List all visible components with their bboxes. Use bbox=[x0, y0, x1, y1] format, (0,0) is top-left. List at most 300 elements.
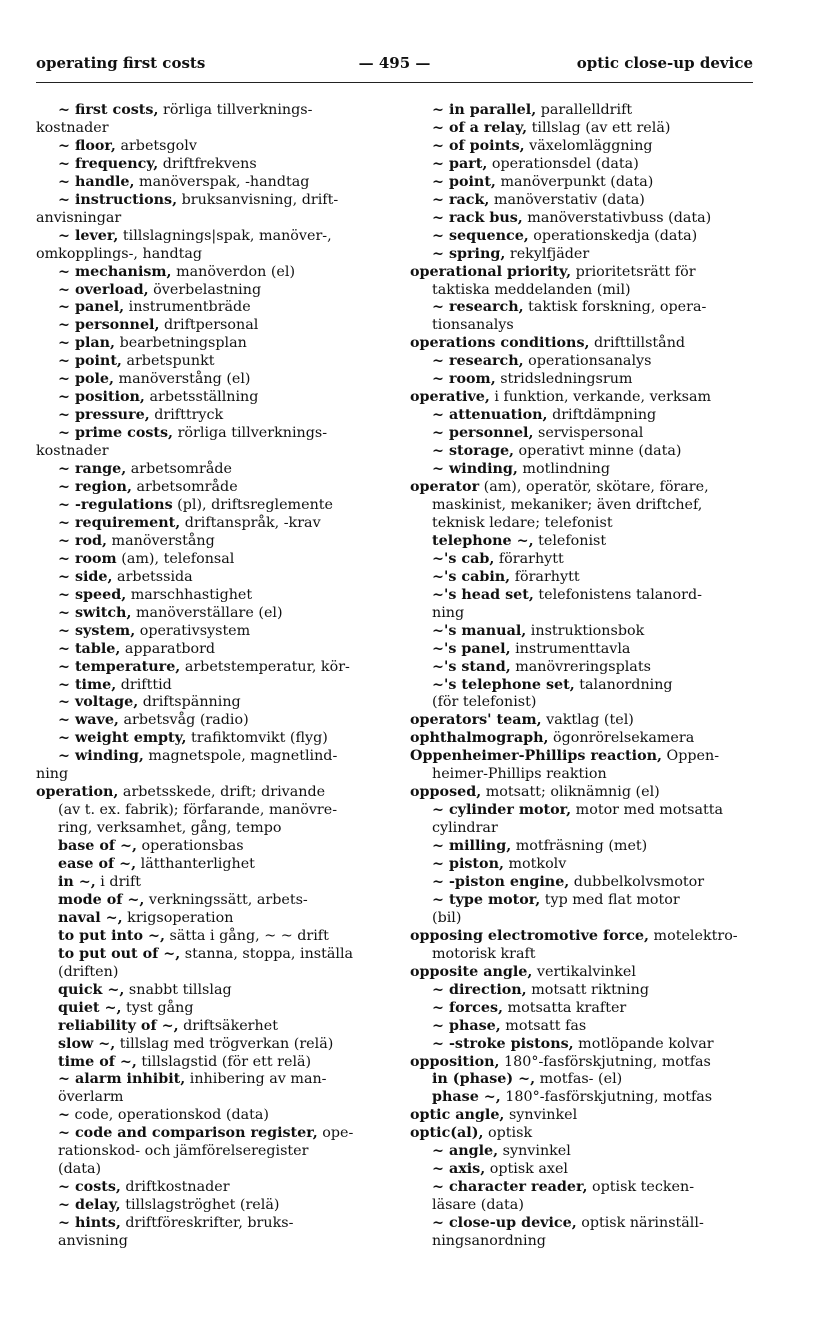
entry-translation: motsatt fas bbox=[500, 1017, 587, 1034]
entry-translation: motlöpande kolvar bbox=[573, 1035, 714, 1052]
entry-translation: tillslagströghet (relä) bbox=[120, 1197, 280, 1214]
entry-translation: kostnader bbox=[36, 119, 109, 136]
dictionary-line bbox=[36, 784, 396, 802]
dictionary-line bbox=[36, 479, 396, 497]
entry-translation: i drift bbox=[95, 873, 142, 890]
entry-headword: ~ code and comparison register, bbox=[58, 1125, 318, 1142]
dictionary-line bbox=[36, 120, 396, 138]
entry-headword: ~ personnel, bbox=[58, 317, 160, 334]
entry-headword: telephone ~, bbox=[432, 532, 534, 549]
entry-translation: (am), telefonsal bbox=[116, 550, 235, 567]
entry-headword: ~'s manual, bbox=[432, 622, 527, 639]
entry-translation: magnetspole, magnetlind- bbox=[143, 748, 338, 765]
entry-headword: ~ alarm inhibit, bbox=[58, 1071, 186, 1088]
entry-translation: drifttid bbox=[116, 676, 172, 693]
entry-headword: ~ phase, bbox=[432, 1017, 501, 1034]
entry-translation: arbetspunkt bbox=[121, 353, 215, 370]
dictionary-line bbox=[410, 353, 765, 371]
dictionary-line bbox=[36, 1179, 396, 1197]
dictionary-line bbox=[36, 982, 396, 1000]
entry-translation: manöverstativbuss (data) bbox=[522, 209, 712, 226]
entry-translation: motlindning bbox=[517, 461, 610, 478]
dictionary-line bbox=[410, 587, 765, 605]
dictionary-line bbox=[410, 766, 765, 784]
dictionary-line bbox=[36, 335, 396, 353]
dictionary-line bbox=[410, 551, 765, 569]
dictionary-line bbox=[36, 210, 396, 228]
dictionary-line bbox=[36, 1161, 396, 1179]
dictionary-line bbox=[410, 156, 765, 174]
entry-translation: tillslag (av ett relä) bbox=[527, 119, 671, 136]
entry-translation: överlarm bbox=[58, 1089, 124, 1106]
entry-translation: arbetstemperatur, kör- bbox=[180, 658, 350, 675]
dictionary-line bbox=[410, 928, 765, 946]
dictionary-line bbox=[410, 641, 765, 659]
entry-headword: ~ point, bbox=[432, 173, 496, 190]
entry-translation: förarhytt bbox=[510, 568, 580, 585]
dictionary-line bbox=[410, 192, 765, 210]
dictionary-line bbox=[410, 910, 765, 928]
entry-translation: teknisk ledare; telefonist bbox=[432, 514, 613, 531]
entry-translation: motkolv bbox=[503, 856, 567, 873]
entry-headword: ophthalmograph, bbox=[410, 730, 549, 747]
entry-translation: vertikalvinkel bbox=[532, 963, 636, 980]
entry-translation: (bil) bbox=[432, 909, 462, 926]
dictionary-line bbox=[410, 1161, 765, 1179]
dictionary-line bbox=[36, 694, 396, 712]
entry-headword: operation, bbox=[36, 784, 119, 801]
entry-translation: ning bbox=[432, 604, 465, 621]
dictionary-line bbox=[36, 461, 396, 479]
dictionary-line bbox=[410, 264, 765, 282]
dictionary-line bbox=[36, 838, 396, 856]
dictionary-line bbox=[410, 282, 765, 300]
dictionary-line bbox=[36, 138, 396, 156]
entry-headword: ~ requirement, bbox=[58, 514, 181, 531]
entry-translation: stridsledningsrum bbox=[495, 371, 633, 388]
entry-translation: driftfrekvens bbox=[158, 155, 257, 172]
dictionary-line bbox=[36, 1036, 396, 1054]
entry-headword: ~ region, bbox=[58, 479, 132, 496]
entry-headword: base of ~, bbox=[58, 838, 138, 855]
entry-translation: anvisning bbox=[58, 1233, 128, 1250]
entry-headword: ~ in parallel, bbox=[432, 102, 537, 118]
entry-translation: motsatta krafter bbox=[503, 999, 627, 1016]
entry-translation: arbetsställning bbox=[144, 389, 259, 406]
entry-headword: ~ rack, bbox=[432, 191, 490, 208]
dictionary-line bbox=[36, 425, 396, 443]
dictionary-line bbox=[410, 533, 765, 551]
entry-headword: ~ time, bbox=[58, 676, 117, 693]
entry-translation: optisk tecken- bbox=[587, 1179, 695, 1196]
entry-translation: operationskedja (data) bbox=[528, 227, 698, 244]
dictionary-line bbox=[36, 317, 396, 335]
entry-translation: (driften) bbox=[58, 963, 119, 980]
entry-translation: manöverspak, -handtag bbox=[134, 173, 310, 190]
dictionary-line bbox=[410, 1143, 765, 1161]
left-column bbox=[36, 102, 396, 1251]
entry-translation: arbetsvåg (radio) bbox=[118, 712, 249, 729]
entry-translation: optisk axel bbox=[485, 1161, 568, 1178]
dictionary-line bbox=[410, 1071, 765, 1089]
dictionary-line bbox=[36, 443, 396, 461]
right-column bbox=[410, 102, 765, 1251]
entry-translation: instrumenttavla bbox=[510, 640, 631, 657]
entry-headword: ~ pole, bbox=[58, 371, 114, 388]
entry-translation: motelektro- bbox=[649, 927, 738, 944]
dictionary-line bbox=[410, 1125, 765, 1143]
entry-headword: ~ room, bbox=[432, 371, 496, 388]
entry-headword: ~'s telephone set, bbox=[432, 676, 575, 693]
dictionary-line bbox=[410, 964, 765, 982]
entry-translation: drifttryck bbox=[149, 407, 224, 424]
dictionary-line bbox=[410, 874, 765, 892]
entry-headword: ~ switch, bbox=[58, 604, 132, 621]
dictionary-line bbox=[36, 964, 396, 982]
entry-headword: operator bbox=[410, 479, 480, 496]
entry-translation: driftdämpning bbox=[547, 407, 657, 424]
entry-headword: ~ direction, bbox=[432, 981, 527, 998]
entry-translation: instrumentbräde bbox=[124, 299, 251, 316]
dictionary-line bbox=[410, 712, 765, 730]
entry-headword: ~ attenuation, bbox=[432, 407, 548, 424]
entry-headword: opposed, bbox=[410, 784, 482, 801]
dictionary-line bbox=[36, 928, 396, 946]
entry-translation: operationsanalys bbox=[523, 353, 652, 370]
dictionary-line bbox=[36, 569, 396, 587]
entry-headword: operative, bbox=[410, 389, 490, 406]
entry-translation: arbetssida bbox=[112, 568, 193, 585]
entry-headword: in ~, bbox=[58, 873, 96, 890]
entry-headword: ~'s cab, bbox=[432, 550, 495, 567]
entry-translation: drifttillstånd bbox=[589, 335, 686, 352]
entry-translation: cylindrar bbox=[432, 820, 498, 837]
dictionary-line bbox=[410, 443, 765, 461]
dictionary-line bbox=[36, 820, 396, 838]
entry-translation: Oppen- bbox=[661, 748, 720, 765]
entry-translation: (av t. ex. fabrik); förfarande, manövre- bbox=[58, 802, 338, 819]
entry-translation: apparatbord bbox=[120, 640, 216, 657]
dictionary-line bbox=[36, 246, 396, 264]
entry-headword: ~ point, bbox=[58, 353, 122, 370]
entry-headword: ~ hints, bbox=[58, 1215, 121, 1232]
dictionary-line bbox=[36, 192, 396, 210]
dictionary-line bbox=[36, 1125, 396, 1143]
entry-translation: läsare (data) bbox=[432, 1197, 524, 1214]
dictionary-line bbox=[410, 120, 765, 138]
dictionary-line bbox=[410, 1089, 765, 1107]
entry-translation: krigsoperation bbox=[122, 909, 234, 926]
entry-translation: 180°-fasförskjutning, motfas bbox=[500, 1089, 713, 1106]
entry-headword: reliability of ~, bbox=[58, 1017, 179, 1034]
entry-translation: code, operationskod (data) bbox=[69, 1107, 269, 1124]
entry-headword: opposition, bbox=[410, 1053, 500, 1070]
entry-headword: ~ room bbox=[58, 550, 117, 567]
entry-headword: optic(al), bbox=[410, 1125, 484, 1142]
dictionary-line bbox=[410, 210, 765, 228]
dictionary-line bbox=[410, 748, 765, 766]
dictionary-line bbox=[410, 479, 765, 497]
entry-headword: ~ milling, bbox=[432, 838, 512, 855]
entry-headword: ~ overload, bbox=[58, 281, 149, 298]
entry-headword: ~'s stand, bbox=[432, 658, 511, 675]
entry-translation: motsatt riktning bbox=[526, 981, 649, 998]
entry-headword: ~ winding, bbox=[432, 461, 518, 478]
entry-translation: typ med flat motor bbox=[540, 891, 680, 908]
entry-headword: ~ speed, bbox=[58, 586, 127, 603]
entry-headword: mode of ~, bbox=[58, 891, 145, 908]
entry-headword: ~ forces, bbox=[432, 999, 504, 1016]
dictionary-line bbox=[410, 1036, 765, 1054]
entry-translation: taktisk forskning, opera- bbox=[523, 299, 707, 316]
dictionary-line bbox=[36, 1054, 396, 1072]
entry-translation: optisk bbox=[483, 1125, 533, 1142]
entry-headword: ~ voltage, bbox=[58, 694, 139, 711]
entry-translation: omkopplings-, handtag bbox=[36, 245, 203, 262]
entry-translation: manöverstativ (data) bbox=[489, 191, 645, 208]
entry-headword: ~ storage, bbox=[432, 443, 515, 460]
entry-headword: ~'s panel, bbox=[432, 640, 511, 657]
dictionary-line bbox=[36, 353, 396, 371]
dictionary-line bbox=[36, 730, 396, 748]
entry-translation: trafiktomvikt (flyg) bbox=[186, 730, 328, 747]
entry-headword: ~ axis, bbox=[432, 1161, 486, 1178]
entry-headword: ~ -piston engine, bbox=[432, 873, 570, 890]
dictionary-line bbox=[36, 712, 396, 730]
dictionary-line bbox=[410, 1233, 765, 1251]
entry-headword: ~ wave, bbox=[58, 712, 119, 729]
dictionary-line bbox=[410, 856, 765, 874]
entry-headword: Oppenheimer-Phillips reaction, bbox=[410, 748, 662, 765]
entry-translation: tionsanalys bbox=[432, 317, 514, 334]
dictionary-line bbox=[410, 1179, 765, 1197]
dictionary-line bbox=[410, 802, 765, 820]
entry-translation: maskinist, mekaniker; även driftchef, bbox=[432, 496, 703, 513]
entry-headword: ~ delay, bbox=[58, 1197, 121, 1214]
entry-translation: tyst gång bbox=[121, 999, 194, 1016]
entry-headword: to put out of ~, bbox=[58, 945, 181, 962]
entry-headword: ~ -stroke pistons, bbox=[432, 1035, 574, 1052]
entry-translation: telefonistens talanord- bbox=[533, 586, 702, 603]
entry-translation: operativsystem bbox=[135, 622, 251, 639]
dictionary-line bbox=[36, 228, 396, 246]
dictionary-line bbox=[410, 371, 765, 389]
dictionary-line bbox=[36, 677, 396, 695]
dictionary-line bbox=[410, 317, 765, 335]
dictionary-line bbox=[36, 748, 396, 766]
entry-translation: anvisningar bbox=[36, 209, 122, 226]
header-left-guideword: operating first costs bbox=[36, 54, 206, 72]
entry-translation: ring, verksamhet, gång, tempo bbox=[58, 820, 282, 837]
entry-translation: (am), operatör, skötare, förare, bbox=[479, 479, 709, 496]
entry-headword: ~ panel, bbox=[58, 299, 125, 316]
entry-translation: 180°-fasförskjutning, motfas bbox=[499, 1053, 711, 1070]
dictionary-line bbox=[410, 820, 765, 838]
entry-translation: taktiska meddelanden (mil) bbox=[432, 281, 631, 298]
entry-translation: överbelastning bbox=[148, 281, 262, 298]
dictionary-line bbox=[36, 856, 396, 874]
entry-translation: marschhastighet bbox=[126, 586, 253, 603]
entry-translation: stanna, stoppa, inställa bbox=[180, 945, 354, 962]
entry-headword: ~ winding, bbox=[58, 748, 144, 765]
entry-headword: ~ close-up device, bbox=[432, 1215, 577, 1232]
dictionary-line bbox=[36, 1000, 396, 1018]
entry-headword: operations conditions, bbox=[410, 335, 590, 352]
dictionary-line bbox=[36, 605, 396, 623]
entry-translation: vaktlag (tel) bbox=[541, 712, 634, 729]
entry-headword: ~ spring, bbox=[432, 245, 506, 262]
dictionary-line bbox=[410, 102, 765, 120]
dictionary-line bbox=[410, 389, 765, 407]
entry-translation: driftföreskrifter, bruks- bbox=[120, 1215, 294, 1232]
entry-translation: manöverdon (el) bbox=[171, 263, 296, 280]
entry-headword: ~ -regulations bbox=[58, 496, 173, 513]
entry-translation: bruksanvisning, drift- bbox=[177, 191, 339, 208]
entry-translation: operationsbas bbox=[137, 838, 244, 855]
dictionary-line bbox=[36, 282, 396, 300]
entry-translation: synvinkel bbox=[504, 1107, 578, 1124]
dictionary-line bbox=[410, 461, 765, 479]
entry-translation: sätta i gång, ~ ~ drift bbox=[165, 927, 329, 944]
dictionary-line bbox=[410, 892, 765, 910]
dictionary-line bbox=[410, 1107, 765, 1125]
entry-translation: i funktion, verkande, verksam bbox=[489, 389, 712, 406]
entry-translation: motorisk kraft bbox=[432, 945, 536, 962]
entry-headword: ~ temperature, bbox=[58, 658, 181, 675]
entry-headword: ~ costs, bbox=[58, 1179, 121, 1196]
dictionary-line bbox=[410, 515, 765, 533]
dictionary-line bbox=[36, 766, 396, 784]
dictionary-line bbox=[410, 299, 765, 317]
entry-translation: driftsäkerhet bbox=[178, 1017, 278, 1034]
entry-headword: ~ rack bus, bbox=[432, 209, 523, 226]
entry-translation: synvinkel bbox=[498, 1143, 571, 1160]
entry-headword: ~ bbox=[58, 1107, 70, 1124]
dictionary-line bbox=[410, 1054, 765, 1072]
entry-headword: operational priority, bbox=[410, 263, 572, 280]
entry-headword: phase ~, bbox=[432, 1089, 501, 1106]
dictionary-line bbox=[36, 892, 396, 910]
entry-translation: rekylfjäder bbox=[505, 245, 590, 262]
entry-translation: ope- bbox=[317, 1125, 354, 1142]
entry-translation: (pl), driftsreglemente bbox=[172, 496, 333, 513]
dictionary-line bbox=[410, 335, 765, 353]
dictionary-line bbox=[410, 838, 765, 856]
entry-headword: ~ system, bbox=[58, 622, 136, 639]
entry-translation: ögonrörelsekamera bbox=[548, 730, 695, 747]
entry-headword: ~ mechanism, bbox=[58, 263, 172, 280]
dictionary-line bbox=[36, 515, 396, 533]
dictionary-line bbox=[410, 228, 765, 246]
dictionary-line bbox=[36, 407, 396, 425]
dictionary-line bbox=[410, 605, 765, 623]
dictionary-line bbox=[36, 371, 396, 389]
dictionary-line bbox=[36, 174, 396, 192]
entry-translation: parallelldrift bbox=[536, 102, 633, 118]
entry-translation: prioritetsrätt för bbox=[571, 263, 696, 280]
dictionary-line bbox=[36, 874, 396, 892]
dictionary-line bbox=[410, 677, 765, 695]
entry-translation: tillslag med trögverkan (relä) bbox=[115, 1035, 334, 1052]
entry-translation: manöverpunkt (data) bbox=[495, 173, 654, 190]
entry-headword: ~ pressure, bbox=[58, 407, 150, 424]
entry-headword: in (phase) ~, bbox=[432, 1071, 536, 1088]
entry-translation: manövreringsplats bbox=[510, 658, 651, 675]
dictionary-line bbox=[410, 659, 765, 677]
dictionary-line bbox=[36, 1018, 396, 1036]
entry-headword: ~ character reader, bbox=[432, 1179, 588, 1196]
entry-headword: ~ sequence, bbox=[432, 227, 529, 244]
dictionary-line bbox=[410, 407, 765, 425]
entry-translation: rörliga tillverknings- bbox=[158, 102, 313, 118]
entry-headword: ~ first costs, bbox=[58, 102, 159, 118]
page-number: — 495 — bbox=[358, 54, 431, 72]
entry-headword: ~'s head set, bbox=[432, 586, 534, 603]
entry-translation: verkningssätt, arbets- bbox=[144, 891, 308, 908]
entry-translation: operativt minne (data) bbox=[514, 443, 682, 460]
dictionary-line bbox=[410, 730, 765, 748]
entry-headword: ~ side, bbox=[58, 568, 113, 585]
entry-headword: ~ table, bbox=[58, 640, 121, 657]
entry-translation: motor med motsatta bbox=[571, 802, 724, 819]
header-rule bbox=[36, 82, 753, 83]
entry-translation: dubbelkolvsmotor bbox=[569, 873, 705, 890]
entry-translation: instruktionsbok bbox=[526, 622, 645, 639]
entry-translation: tillslagstid (för ett relä) bbox=[136, 1053, 312, 1070]
entry-translation: manöverstång bbox=[107, 532, 215, 549]
entry-headword: slow ~, bbox=[58, 1035, 116, 1052]
entry-translation: manöverställare (el) bbox=[131, 604, 283, 621]
dictionary-line bbox=[410, 425, 765, 443]
dictionary-line bbox=[410, 174, 765, 192]
dictionary-line bbox=[36, 659, 396, 677]
dictionary-line bbox=[36, 910, 396, 928]
entry-translation: växelomläggning bbox=[524, 137, 653, 154]
dictionary-line bbox=[36, 1071, 396, 1089]
entry-translation: tillslagnings|spak, manöver-, bbox=[118, 227, 332, 244]
dictionary-line bbox=[410, 694, 765, 712]
dictionary-line bbox=[36, 1089, 396, 1107]
entry-translation: optisk närinställ- bbox=[576, 1215, 704, 1232]
entry-headword: ~ plan, bbox=[58, 335, 116, 352]
entry-headword: naval ~, bbox=[58, 909, 123, 926]
entry-translation: driftanspråk, -krav bbox=[180, 514, 321, 531]
entry-translation: motfas- (el) bbox=[535, 1071, 623, 1088]
entry-translation: rationskod- och jämförelseregister bbox=[58, 1143, 309, 1160]
entry-translation: arbetsområde bbox=[126, 461, 232, 478]
entry-headword: ~ personnel, bbox=[432, 425, 534, 442]
dictionary-line bbox=[36, 299, 396, 317]
entry-translation: telefonist bbox=[533, 532, 607, 549]
entry-headword: opposing electromotive force, bbox=[410, 927, 649, 944]
dictionary-line bbox=[410, 1000, 765, 1018]
entry-headword: ~ research, bbox=[432, 353, 524, 370]
entry-headword: ~ position, bbox=[58, 389, 145, 406]
entry-translation: förarhytt bbox=[494, 550, 564, 567]
entry-headword: ~ range, bbox=[58, 461, 127, 478]
entry-translation: operationsdel (data) bbox=[487, 155, 639, 172]
entry-headword: ~ cylinder motor, bbox=[432, 802, 572, 819]
entry-headword: ~ frequency, bbox=[58, 155, 159, 172]
entry-translation: arbetsgolv bbox=[115, 137, 197, 154]
entry-headword: operators' team, bbox=[410, 712, 542, 729]
dictionary-line bbox=[410, 246, 765, 264]
entry-translation: heimer-Phillips reaktion bbox=[432, 766, 607, 783]
entry-headword: ~ weight empty, bbox=[58, 730, 187, 747]
entry-translation: talanordning bbox=[574, 676, 673, 693]
entry-translation: kostnader bbox=[36, 443, 109, 460]
entry-headword: quiet ~, bbox=[58, 999, 122, 1016]
